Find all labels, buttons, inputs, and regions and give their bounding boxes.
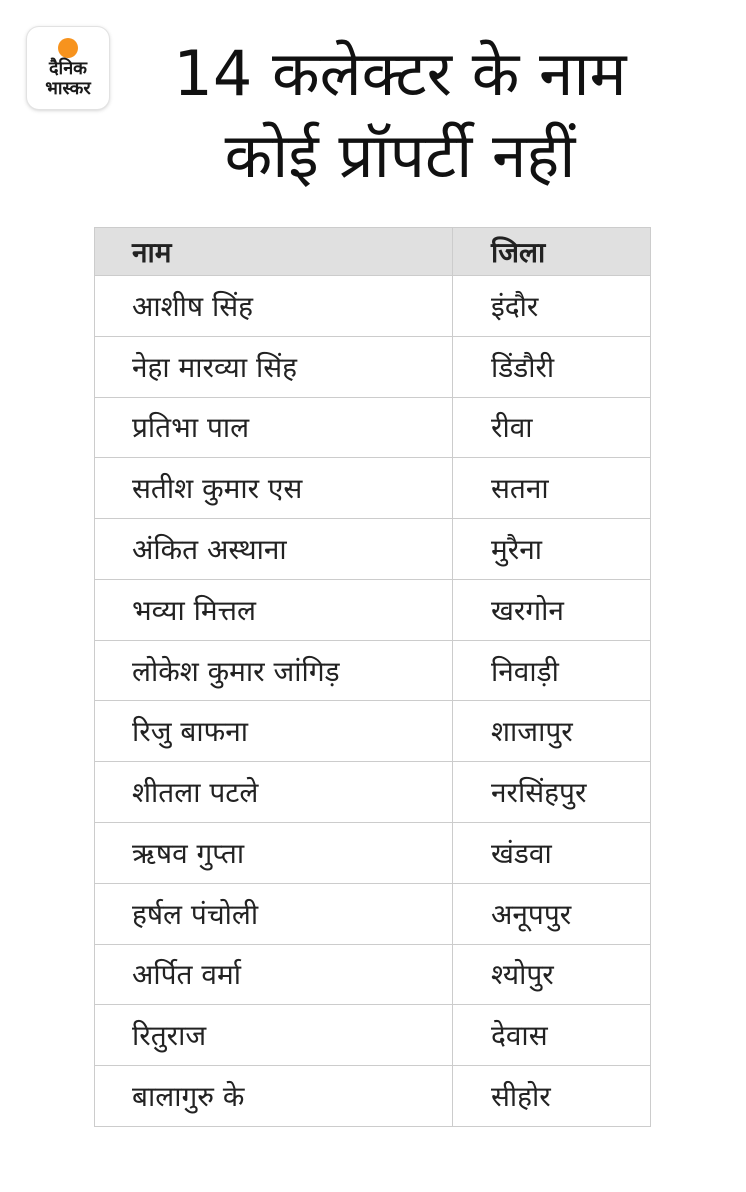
cell-district: खरगोन: [453, 579, 651, 640]
cell-name: रिजु बाफना: [95, 701, 453, 762]
table-row: [95, 519, 651, 580]
cell-district: खंडवा: [453, 823, 651, 884]
table-row: [95, 640, 651, 701]
table-row: [95, 701, 651, 762]
cell-name: अंकित अस्थाना: [95, 519, 453, 580]
cell-name: रितुराज: [95, 1005, 453, 1066]
cell-district: नरसिंहपुर: [453, 762, 651, 823]
headline-line2: कोई प्रॉपर्टी नहीं: [224, 119, 576, 192]
headline-line1: 14 कलेक्टर के नाम: [173, 37, 627, 110]
cell-district: निवाड़ी: [453, 640, 651, 701]
cell-name: शीतला पटले: [95, 762, 453, 823]
cell-district: देवास: [453, 1005, 651, 1066]
cell-district: श्योपुर: [453, 944, 651, 1005]
cell-district: अनूपपुर: [453, 883, 651, 944]
cell-district: शाजापुर: [453, 701, 651, 762]
table-row: [95, 276, 651, 337]
header-district: जिला: [453, 228, 651, 276]
table-row: [95, 1066, 651, 1127]
table-row: [95, 579, 651, 640]
cell-district: सीहोर: [453, 1066, 651, 1127]
cell-name: ऋषव गुप्ता: [95, 823, 453, 884]
cell-name: प्रतिभा पाल: [95, 397, 453, 458]
logo-text-line1: दैनिक: [48, 58, 88, 79]
table-row: [95, 944, 651, 1005]
table-row: [95, 762, 651, 823]
cell-district: डिंडौरी: [453, 336, 651, 397]
cell-district: मुरैना: [453, 519, 651, 580]
cell-name: आशीष सिंह: [95, 276, 453, 337]
cell-district: रीवा: [453, 397, 651, 458]
table-row: [95, 458, 651, 519]
dainik-bhaskar-logo: [27, 27, 109, 109]
table-header-row: [95, 228, 651, 276]
table-row: [95, 1005, 651, 1066]
cell-district: इंदौर: [453, 276, 651, 337]
sun-icon: [58, 38, 78, 58]
table-row: [95, 883, 651, 944]
cell-name: बालागुरु के: [95, 1066, 453, 1127]
table-row: [95, 336, 651, 397]
cell-name: भव्या मित्तल: [95, 579, 453, 640]
cell-name: नेहा मारव्या सिंह: [95, 336, 453, 397]
header-name: नाम: [95, 228, 453, 276]
cell-name: हर्षल पंचोली: [95, 883, 453, 944]
cell-district: सतना: [453, 458, 651, 519]
cell-name: सतीश कुमार एस: [95, 458, 453, 519]
table-row: [95, 823, 651, 884]
logo-text-line2: भास्कर: [45, 78, 91, 99]
cell-name: लोकेश कुमार जांगिड़: [95, 640, 453, 701]
cell-name: अर्पित वर्मा: [95, 944, 453, 1005]
table-row: [95, 397, 651, 458]
collectors-table: [94, 227, 651, 1127]
